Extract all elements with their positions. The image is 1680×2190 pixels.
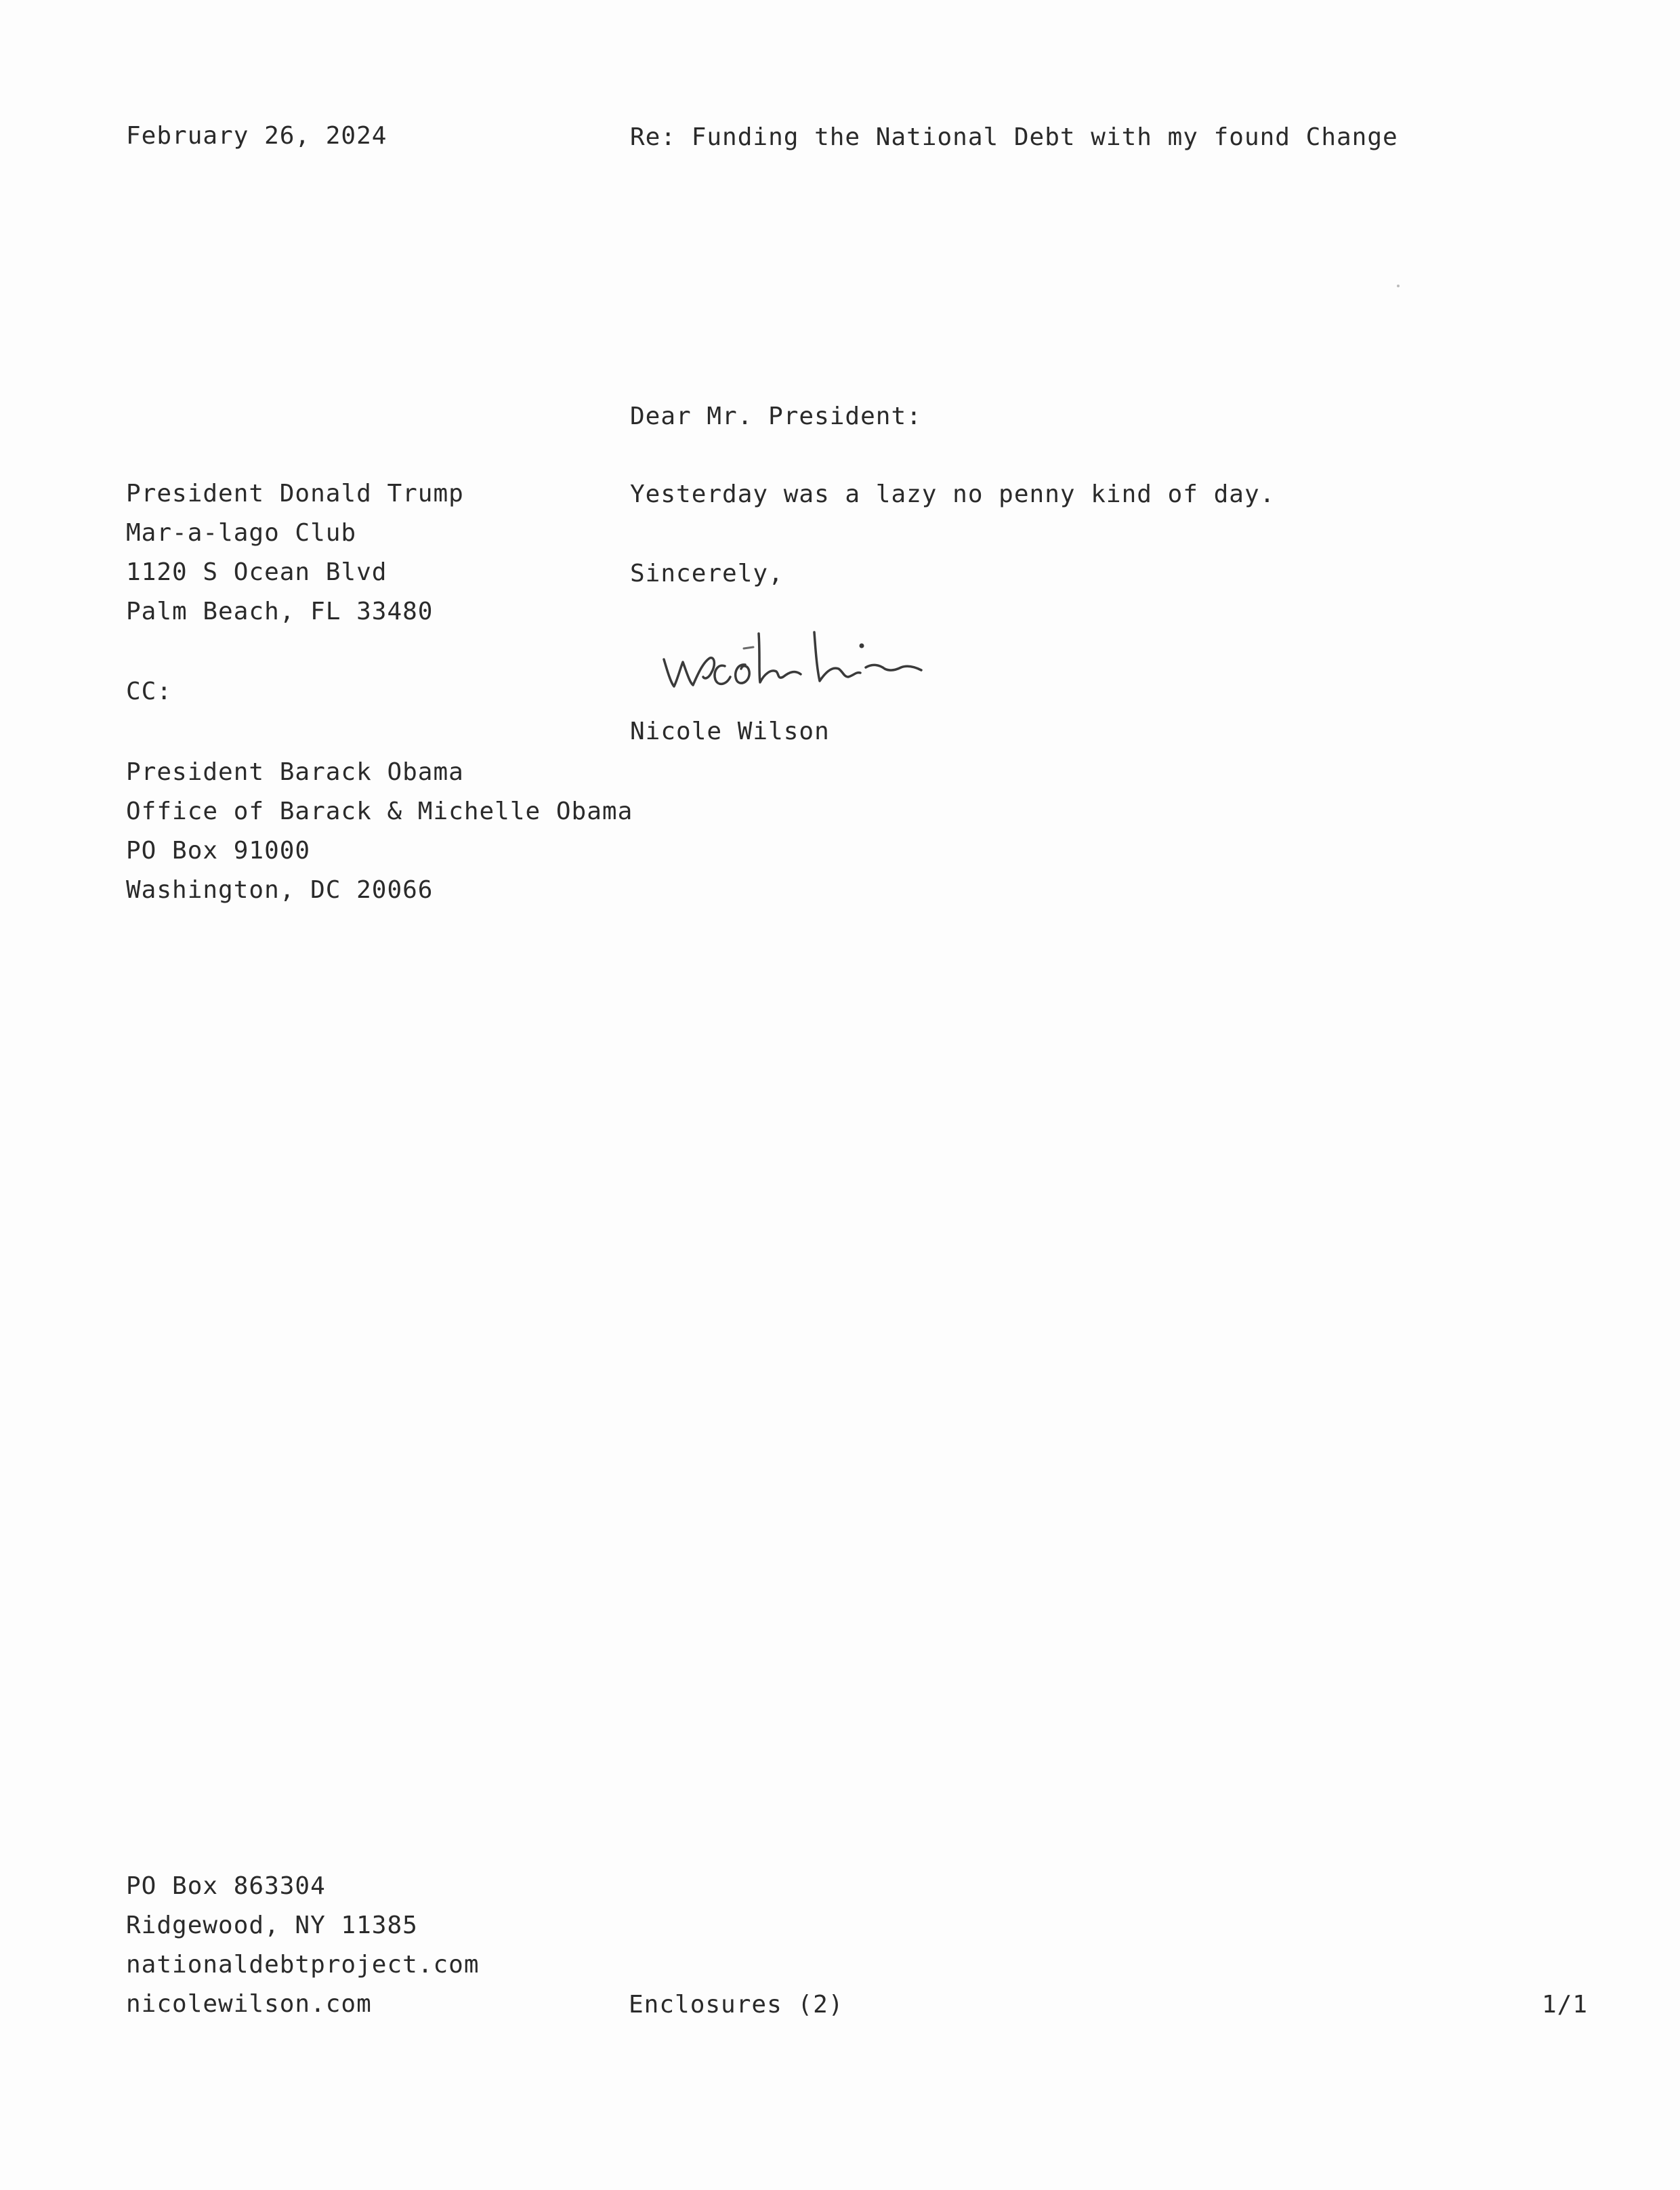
sender-line: Ridgewood, NY 11385: [126, 1912, 418, 1939]
cc-line: Office of Barack & Michelle Obama: [126, 798, 633, 825]
letter-message: Yesterday was a lazy no penny kind of day.: [630, 480, 1276, 508]
recipient-line: Mar-a-lago Club: [126, 519, 357, 547]
cc-address: [126, 753, 633, 910]
sender-line: nicolewilson.com: [126, 1990, 372, 2018]
sender-line: PO Box 863304: [126, 1872, 326, 1900]
cc-line: Washington, DC 20066: [126, 876, 434, 904]
handwritten-signature: [650, 606, 989, 708]
recipient-line: President Donald Trump: [126, 480, 464, 508]
recipient-line: 1120 S Ocean Blvd: [126, 558, 387, 586]
cc-line: PO Box 91000: [126, 837, 311, 865]
page-number: 1/1: [1542, 1991, 1589, 2019]
closing: Sincerely,: [630, 560, 784, 587]
letter-subject: Re: Funding the National Debt with my found Change: [630, 123, 1398, 151]
recipient-line: Palm Beach, FL 33480: [126, 598, 434, 625]
salutation: Dear Mr. President:: [630, 402, 922, 430]
letter-date: February 26, 2024: [126, 122, 387, 150]
scan-speck: [1397, 285, 1400, 287]
sender-footer: [126, 1867, 480, 2024]
enclosures-note: Enclosures (2): [629, 1991, 844, 2019]
sender-line: nationaldebtproject.com: [126, 1951, 480, 1979]
signature-name: Nicole Wilson: [630, 718, 830, 745]
cc-label: CC:: [126, 678, 173, 705]
recipient-address: [126, 474, 464, 632]
cc-line: President Barack Obama: [126, 758, 464, 786]
